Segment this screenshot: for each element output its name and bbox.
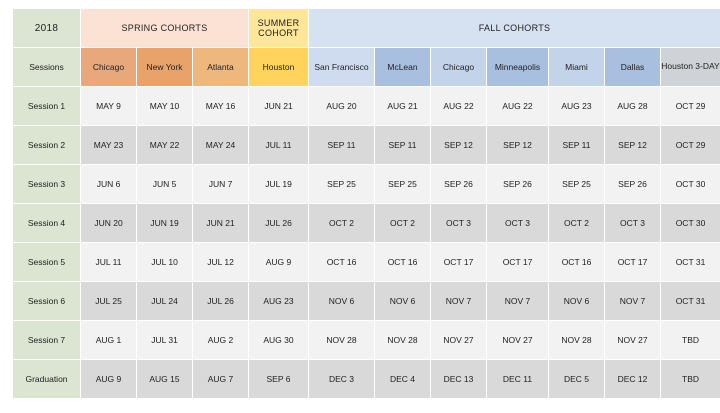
table-row: [13, 321, 720, 360]
header-san-francisco: San Francisco: [309, 48, 375, 87]
cell-s1-new-york: MAY 10: [137, 87, 193, 126]
cell-grad-atlanta: AUG 7: [193, 360, 249, 399]
cell-s6-chicago: JUL 25: [81, 282, 137, 321]
banner-spring-cohorts: SPRING COHORTS: [81, 9, 249, 48]
cell-s5-chicago-fall: OCT 17: [431, 243, 487, 282]
cell-grad-new-york: AUG 15: [137, 360, 193, 399]
cell-s2-atlanta: MAY 24: [193, 126, 249, 165]
header-houston-summer: Houston: [249, 48, 309, 87]
cell-s6-new-york: JUL 24: [137, 282, 193, 321]
cell-s5-san-francisco: OCT 16: [309, 243, 375, 282]
header-sessions: Sessions: [13, 48, 81, 87]
cell-s3-mclean: SEP 25: [375, 165, 431, 204]
year-cell: 2018: [13, 9, 81, 48]
cell-s4-chicago-fall: OCT 3: [431, 204, 487, 243]
cell-s2-chicago-fall: SEP 12: [431, 126, 487, 165]
cell-s4-san-francisco: OCT 2: [309, 204, 375, 243]
cell-s4-atlanta: JUN 21: [193, 204, 249, 243]
header-mclean: McLean: [375, 48, 431, 87]
row-label-session-6: Session 6: [13, 282, 81, 321]
cell-s7-new-york: JUL 31: [137, 321, 193, 360]
cell-s4-chicago: JUN 20: [81, 204, 137, 243]
row-label-session-1: Session 1: [13, 87, 81, 126]
cell-s4-houston-3-day: OCT 30: [661, 204, 720, 243]
row-label-session-2: Session 2: [13, 126, 81, 165]
cell-s3-san-francisco: SEP 25: [309, 165, 375, 204]
cell-s6-chicago-fall: NOV 7: [431, 282, 487, 321]
cell-s1-san-francisco: AUG 20: [309, 87, 375, 126]
cell-s7-houston-3-day: TBD: [661, 321, 720, 360]
cell-s2-houston-3-day: OCT 29: [661, 126, 720, 165]
cell-s6-houston-3-day: OCT 31: [661, 282, 720, 321]
header-dallas: Dallas: [605, 48, 661, 87]
cell-s2-san-francisco: SEP 11: [309, 126, 375, 165]
cell-s1-miami: AUG 23: [549, 87, 605, 126]
cell-s3-chicago-fall: SEP 26: [431, 165, 487, 204]
header-atlanta: Atlanta: [193, 48, 249, 87]
cell-s4-dallas: OCT 3: [605, 204, 661, 243]
cell-s6-mclean: NOV 6: [375, 282, 431, 321]
cell-s4-miami: OCT 2: [549, 204, 605, 243]
cell-s1-minneapolis: AUG 22: [487, 87, 549, 126]
cell-s4-mclean: OCT 2: [375, 204, 431, 243]
cell-s5-chicago: JUL 11: [81, 243, 137, 282]
cell-s7-dallas: NOV 27: [605, 321, 661, 360]
header-new-york: New York: [137, 48, 193, 87]
cell-grad-houston: SEP 6: [249, 360, 309, 399]
table-row: [13, 360, 720, 399]
cell-s1-mclean: AUG 21: [375, 87, 431, 126]
banner-row: [13, 9, 720, 48]
cell-s1-chicago: MAY 9: [81, 87, 137, 126]
table-row: [13, 204, 720, 243]
cell-s2-chicago: MAY 23: [81, 126, 137, 165]
cell-s3-atlanta: JUN 7: [193, 165, 249, 204]
cell-grad-minneapolis: DEC 11: [487, 360, 549, 399]
cell-s6-atlanta: JUL 26: [193, 282, 249, 321]
cell-s5-houston-3-day: OCT 31: [661, 243, 720, 282]
cell-s6-miami: NOV 6: [549, 282, 605, 321]
table-row: [13, 282, 720, 321]
cell-s3-new-york: JUN 5: [137, 165, 193, 204]
cell-s7-mclean: NOV 28: [375, 321, 431, 360]
cell-s7-chicago: AUG 1: [81, 321, 137, 360]
cell-s5-new-york: JUL 10: [137, 243, 193, 282]
cell-s7-atlanta: AUG 2: [193, 321, 249, 360]
cell-s6-san-francisco: NOV 6: [309, 282, 375, 321]
cell-grad-chicago-fall: DEC 13: [431, 360, 487, 399]
cell-s1-dallas: AUG 28: [605, 87, 661, 126]
cell-s3-houston-3-day: OCT 30: [661, 165, 720, 204]
header-houston-3-day: Houston 3-DAY: [661, 48, 720, 87]
cell-s7-chicago-fall: NOV 27: [431, 321, 487, 360]
cell-s3-chicago: JUN 6: [81, 165, 137, 204]
cell-s2-new-york: MAY 22: [137, 126, 193, 165]
table-row: [13, 243, 720, 282]
row-label-graduation: Graduation: [13, 360, 81, 399]
cell-s2-minneapolis: SEP 12: [487, 126, 549, 165]
cell-grad-dallas: DEC 12: [605, 360, 661, 399]
cell-s1-houston: JUN 21: [249, 87, 309, 126]
cell-s3-dallas: SEP 26: [605, 165, 661, 204]
row-label-session-7: Session 7: [13, 321, 81, 360]
row-label-session-3: Session 3: [13, 165, 81, 204]
cell-s5-miami: OCT 16: [549, 243, 605, 282]
cell-s4-minneapolis: OCT 3: [487, 204, 549, 243]
cell-s3-houston: JUL 19: [249, 165, 309, 204]
cell-grad-mclean: DEC 4: [375, 360, 431, 399]
header-miami: Miami: [549, 48, 605, 87]
header-chicago-fall: Chicago: [431, 48, 487, 87]
row-label-session-5: Session 5: [13, 243, 81, 282]
banner-summer-cohort: SUMMER COHORT: [249, 9, 309, 48]
header-chicago-spring: Chicago: [81, 48, 137, 87]
cell-grad-houston-3-day: TBD: [661, 360, 720, 399]
cell-s2-dallas: SEP 12: [605, 126, 661, 165]
cell-s5-dallas: OCT 17: [605, 243, 661, 282]
header-minneapolis: Minneapolis: [487, 48, 549, 87]
cell-s1-atlanta: MAY 16: [193, 87, 249, 126]
cell-s2-houston: JUL 11: [249, 126, 309, 165]
cell-s2-miami: SEP 11: [549, 126, 605, 165]
cell-s4-new-york: JUN 19: [137, 204, 193, 243]
cell-grad-miami: DEC 5: [549, 360, 605, 399]
cell-s7-minneapolis: NOV 27: [487, 321, 549, 360]
cell-s2-mclean: SEP 11: [375, 126, 431, 165]
cohort-schedule-table: [12, 8, 720, 399]
table-row: [13, 87, 720, 126]
cell-grad-chicago: AUG 9: [81, 360, 137, 399]
table-row: [13, 126, 720, 165]
row-label-session-4: Session 4: [13, 204, 81, 243]
cell-s1-chicago-fall: AUG 22: [431, 87, 487, 126]
cell-s7-miami: NOV 28: [549, 321, 605, 360]
cell-s5-houston: AUG 9: [249, 243, 309, 282]
table-row: [13, 165, 720, 204]
cell-grad-san-francisco: DEC 3: [309, 360, 375, 399]
cell-s6-houston: AUG 23: [249, 282, 309, 321]
cell-s4-houston: JUL 26: [249, 204, 309, 243]
cell-s7-san-francisco: NOV 28: [309, 321, 375, 360]
cell-s7-houston: AUG 30: [249, 321, 309, 360]
cell-s5-atlanta: JUL 12: [193, 243, 249, 282]
cell-s5-minneapolis: OCT 17: [487, 243, 549, 282]
banner-fall-cohorts: FALL COHORTS: [309, 9, 720, 48]
cell-s6-minneapolis: NOV 7: [487, 282, 549, 321]
cell-s3-miami: SEP 25: [549, 165, 605, 204]
cell-s3-minneapolis: SEP 26: [487, 165, 549, 204]
column-header-row: [13, 48, 720, 87]
cell-s5-mclean: OCT 16: [375, 243, 431, 282]
cell-s1-houston-3-day: OCT 29: [661, 87, 720, 126]
cell-s6-dallas: NOV 7: [605, 282, 661, 321]
